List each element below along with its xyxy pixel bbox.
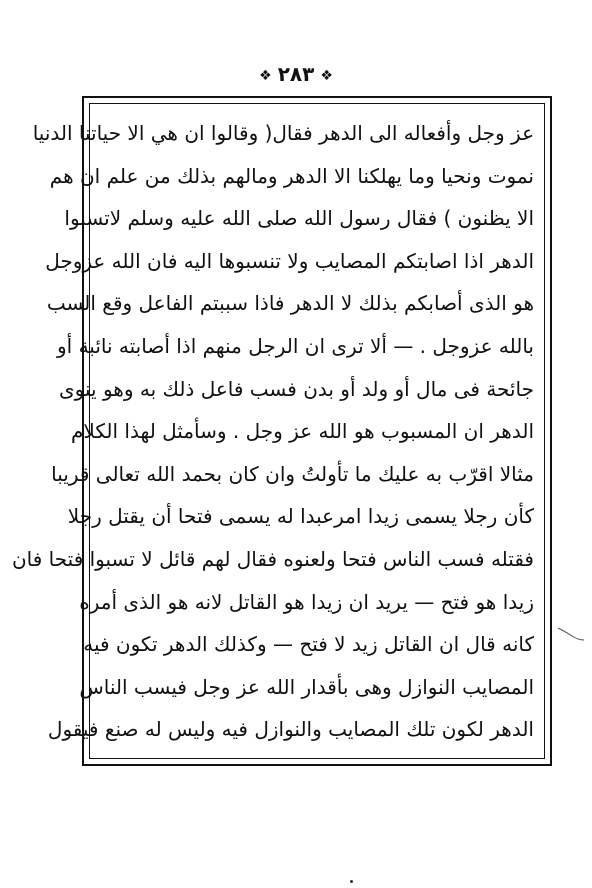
text-line-8: الدهر ان المسبوب هو الله عز وجل . وسأمثل لهذا الكلام (71, 419, 534, 444)
text-line-3: الا يظنون ) فقال رسول الله صلى الله عليه وسلم لاتسبوا (64, 206, 534, 231)
margin-scribble-mark (556, 618, 586, 648)
text-line-6: بالله عزوجل . — ألا ترى ان الرجل منهم اذا أصابته نائبة أو (57, 333, 534, 358)
text-line-2: نموت ونحيا وما يهلكنا الا الدهر ومالهم بذلك من علم ان هم (49, 163, 534, 188)
text-line-10: كأن رجلا يسمى زيدا امرعبدا له يسمى فتحا أن يقتل رجلا (67, 504, 534, 529)
text-line-15: الدهر لكون تلك المصايب والنوازل فيه وليس له صنع فيقول (47, 717, 534, 742)
page-number-text: ٢٨٣ (277, 62, 315, 86)
page-number (0, 62, 592, 88)
text-line-7: جائحة فى مال أو ولد أو بدن فسب فاعل ذلك به وهو ينوى (59, 376, 534, 401)
text-line-14: المصايب النوازل وهى بأقدار الله عز وجل فيسب الناس (79, 674, 534, 699)
text-line-1: عز وجل وأفعاله الى الدهر فقال( وقالوا ان هي الا حياتنا الدنيا (32, 121, 534, 145)
text-line-9: مثالا اقرّب به عليك ما تأولتُ وان كان بحمد الله تعالى قريبا (51, 461, 534, 486)
text-line-12: زيدا هو فتح — يريد ان زيدا هو القاتل لانه هو الذى أمره (79, 589, 534, 614)
text-line-4: الدهر اذا اصابتكم المصايب ولا تنسبوها اليه فان الله عزوجل (45, 248, 534, 273)
text-line-5: هو الذى أصابكم بذلك لا الدهر فاذا سببتم الفاعل وقع السب (46, 291, 534, 316)
page-ornament-right: ❖ (320, 67, 333, 84)
scan-speck (350, 880, 353, 883)
text-line-13: كانه قال ان القاتل زيد لا فتح — وكذلك الدهر تكون فيه (83, 632, 534, 657)
text-line-11: فقتله فسب الناس فتحا ولعنوه فقال لهم قائل لا تسبوا فتحا فان (11, 546, 534, 571)
text-body (11, 112, 534, 751)
page-ornament-left: ❖ (259, 67, 272, 84)
